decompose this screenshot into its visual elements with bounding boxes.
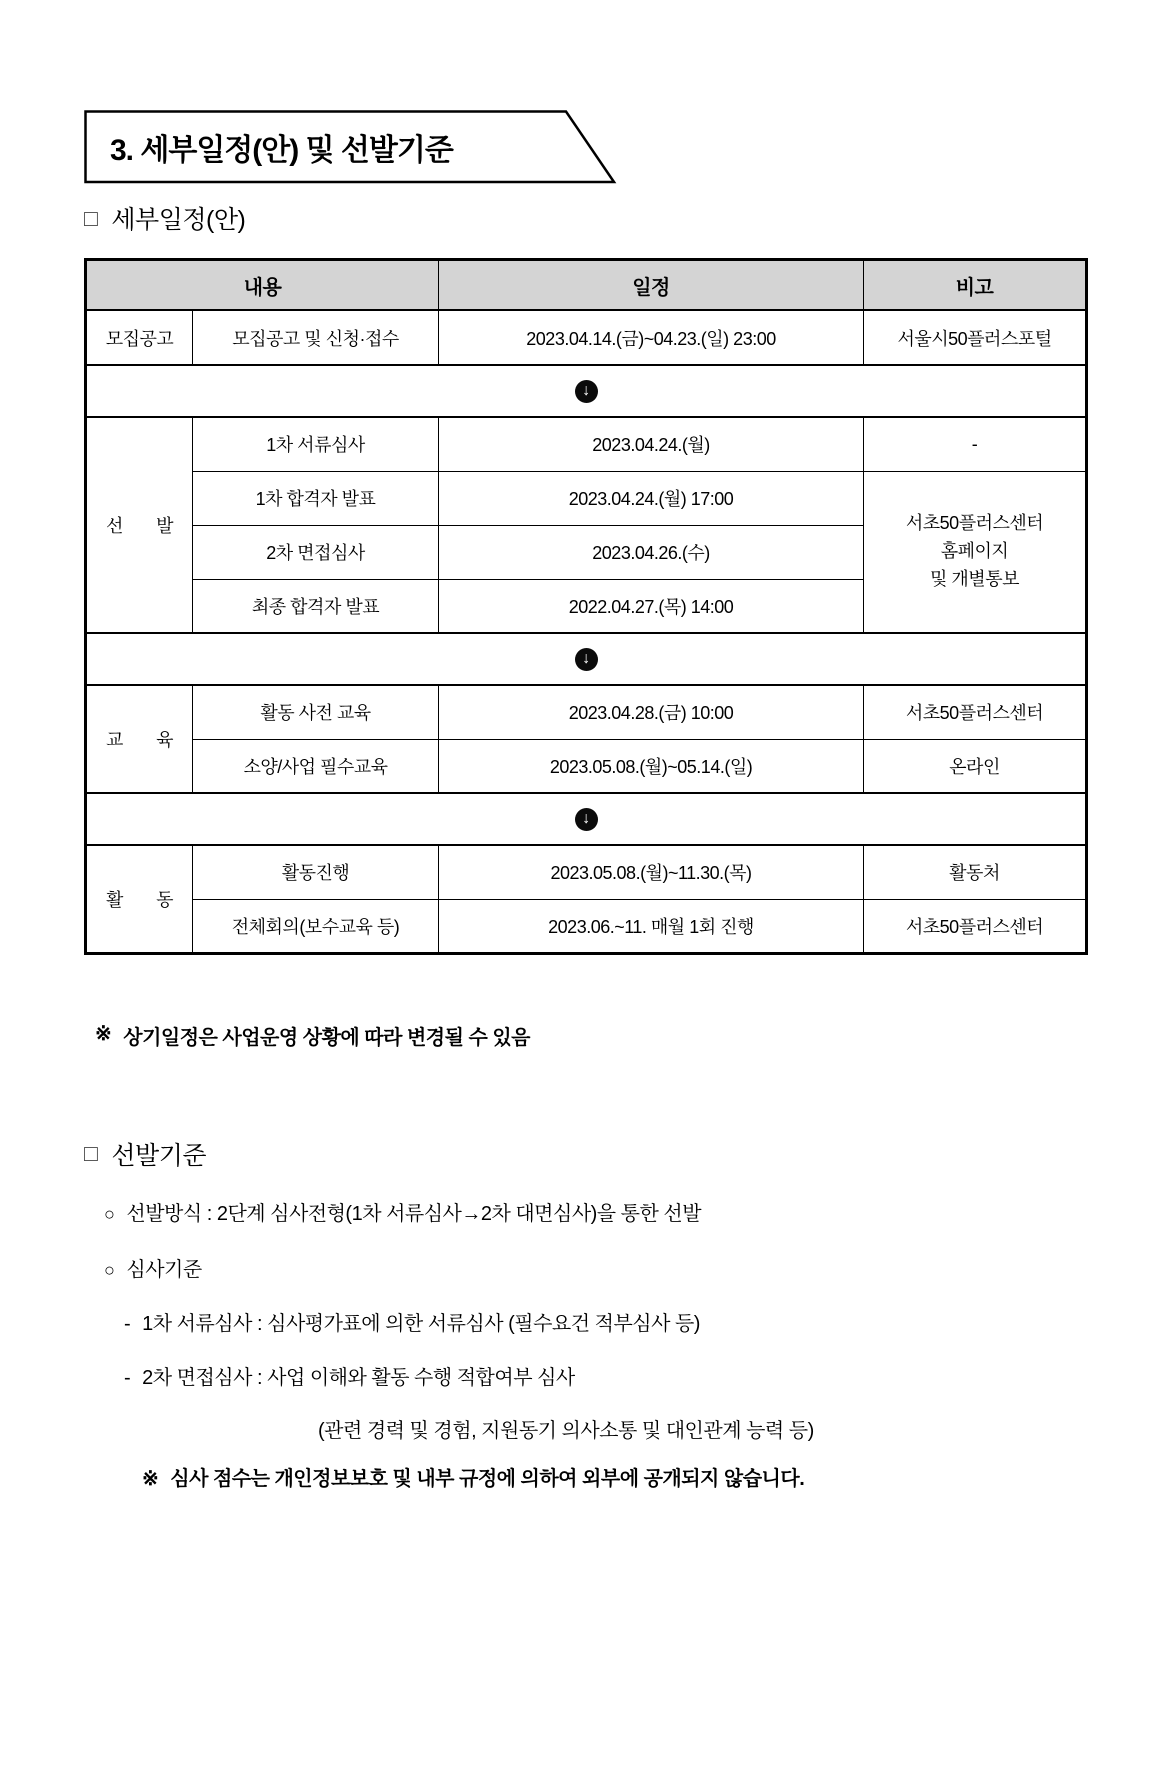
note-cell: 활동처 xyxy=(864,845,1087,899)
schedule-cell: 2023.05.08.(월)~11.30.(목) xyxy=(439,845,864,899)
down-arrow-icon: ↓ xyxy=(575,380,598,403)
note-cell: 서울시50플러스포털 xyxy=(864,310,1087,365)
circle-bullet-icon: ○ xyxy=(104,1203,115,1224)
schedule-cell: 2023.04.24.(월) xyxy=(439,417,864,471)
schedule-section-heading xyxy=(84,200,1170,236)
table-row-education-1 xyxy=(86,685,1087,739)
table-row-activity-1 xyxy=(86,845,1087,899)
item-cell: 소양/사업 필수교육 xyxy=(193,739,439,793)
down-arrow-icon: ↓ xyxy=(575,808,598,831)
title-banner xyxy=(84,110,618,184)
note-cell: - xyxy=(864,417,1087,471)
table-row-education-2 xyxy=(86,739,1087,793)
schedule-cell: 2022.04.27.(목) 14:00 xyxy=(439,579,864,633)
transition-cell xyxy=(86,793,1087,845)
down-arrow-icon: ↓ xyxy=(575,648,598,671)
criteria-bullet-text: 선발방식 : 2단계 심사전형(1차 서류심사→2차 대면심사)을 통한 선발 xyxy=(126,1202,702,1225)
table-header-row xyxy=(86,260,1087,311)
item-cell: 최종 합격자 발표 xyxy=(193,579,439,633)
square-bullet-icon: □ xyxy=(84,204,98,231)
schedule-cell: 2023.04.28.(금) 10:00 xyxy=(439,685,864,739)
item-cell: 모집공고 및 신청·접수 xyxy=(193,310,439,365)
table-row-recruit xyxy=(86,310,1087,365)
criteria-sub-bullet-text: 1차 서류심사 : 심사평가표에 의한 서류심사 (필수요건 적부심사 등) xyxy=(142,1312,700,1335)
criteria-continuation-text: (관련 경력 및 경험, 지원동기 의사소통 및 대인관계 능력 등) xyxy=(318,1419,814,1442)
criteria-footnote xyxy=(142,1465,1170,1493)
dash-bullet-icon: - xyxy=(124,1312,131,1335)
item-cell: 1차 서류심사 xyxy=(193,417,439,471)
note-cell: 온라인 xyxy=(864,739,1087,793)
schedule-cell: 2023.05.08.(월)~05.14.(일) xyxy=(439,739,864,793)
schedule-footnote xyxy=(95,1021,1170,1050)
note-cell: 서초50플러스센터 xyxy=(864,685,1087,739)
schedule-cell: 2023.04.24.(월) 17:00 xyxy=(439,471,864,525)
group-label-recruit: 모집공고 xyxy=(86,310,193,365)
transition-cell xyxy=(86,365,1087,417)
schedule-table xyxy=(84,258,1088,955)
criteria-sub-bullet-doc-review xyxy=(124,1310,1170,1338)
table-row-activity-2 xyxy=(86,899,1087,953)
header-note: 비고 xyxy=(864,260,1087,311)
transition-row xyxy=(86,793,1087,845)
item-cell: 2차 면접심사 xyxy=(193,525,439,579)
item-cell: 1차 합격자 발표 xyxy=(193,471,439,525)
criteria-section-heading xyxy=(84,1136,1170,1172)
criteria-bullet-method xyxy=(104,1200,1170,1228)
criteria-footnote-text: 심사 점수는 개인정보보호 및 내부 규정에 의하여 외부에 공개되지 않습니다. xyxy=(170,1467,805,1490)
schedule-cell: 2023.04.14.(금)~04.23.(일) 23:00 xyxy=(439,310,864,365)
note-line: 및 개별통보 xyxy=(930,568,1019,589)
criteria-bullet-standard xyxy=(104,1256,1170,1284)
dash-bullet-icon: - xyxy=(124,1366,131,1389)
criteria-sub-bullet-text: 2차 면접심사 : 사업 이해와 활동 수행 적합여부 심사 xyxy=(142,1366,575,1389)
note-line: 서초50플러스센터 xyxy=(905,512,1044,533)
schedule-section-title: 세부일정(안) xyxy=(111,206,246,234)
note-cell-merged xyxy=(864,471,1087,633)
circle-bullet-icon: ○ xyxy=(104,1259,115,1280)
header-content: 내용 xyxy=(86,260,439,311)
reference-mark-icon: ※ xyxy=(95,1022,112,1045)
criteria-section-title: 선발기준 xyxy=(111,1141,207,1170)
schedule-footnote-text: 상기일정은 사업운영 상황에 따라 변경될 수 있음 xyxy=(123,1026,531,1049)
transition-cell xyxy=(86,633,1087,685)
transition-row xyxy=(86,633,1087,685)
square-bullet-icon: □ xyxy=(84,1140,98,1166)
item-cell: 활동진행 xyxy=(193,845,439,899)
reference-mark-icon: ※ xyxy=(142,1467,159,1490)
group-label-education: 교 육 xyxy=(86,685,193,793)
group-label-activity: 활 동 xyxy=(86,845,193,953)
table-row-selection-1 xyxy=(86,417,1087,471)
note-cell: 서초50플러스센터 xyxy=(864,899,1087,953)
table-row-selection-2 xyxy=(86,471,1087,525)
note-line: 홈페이지 xyxy=(940,540,1009,561)
criteria-sub-bullet-interview xyxy=(124,1364,1170,1392)
header-schedule: 일정 xyxy=(439,260,864,311)
item-cell: 전체회의(보수교육 등) xyxy=(193,899,439,953)
page-title: 3. 세부일정(안) 및 선발기준 xyxy=(110,134,453,167)
item-cell: 활동 사전 교육 xyxy=(193,685,439,739)
transition-row xyxy=(86,365,1087,417)
schedule-cell: 2023.04.26.(수) xyxy=(439,525,864,579)
criteria-bullet-text: 심사기준 xyxy=(126,1258,202,1281)
group-label-selection: 선 발 xyxy=(86,417,193,633)
schedule-cell: 2023.06.~11. 매월 1회 진행 xyxy=(439,899,864,953)
